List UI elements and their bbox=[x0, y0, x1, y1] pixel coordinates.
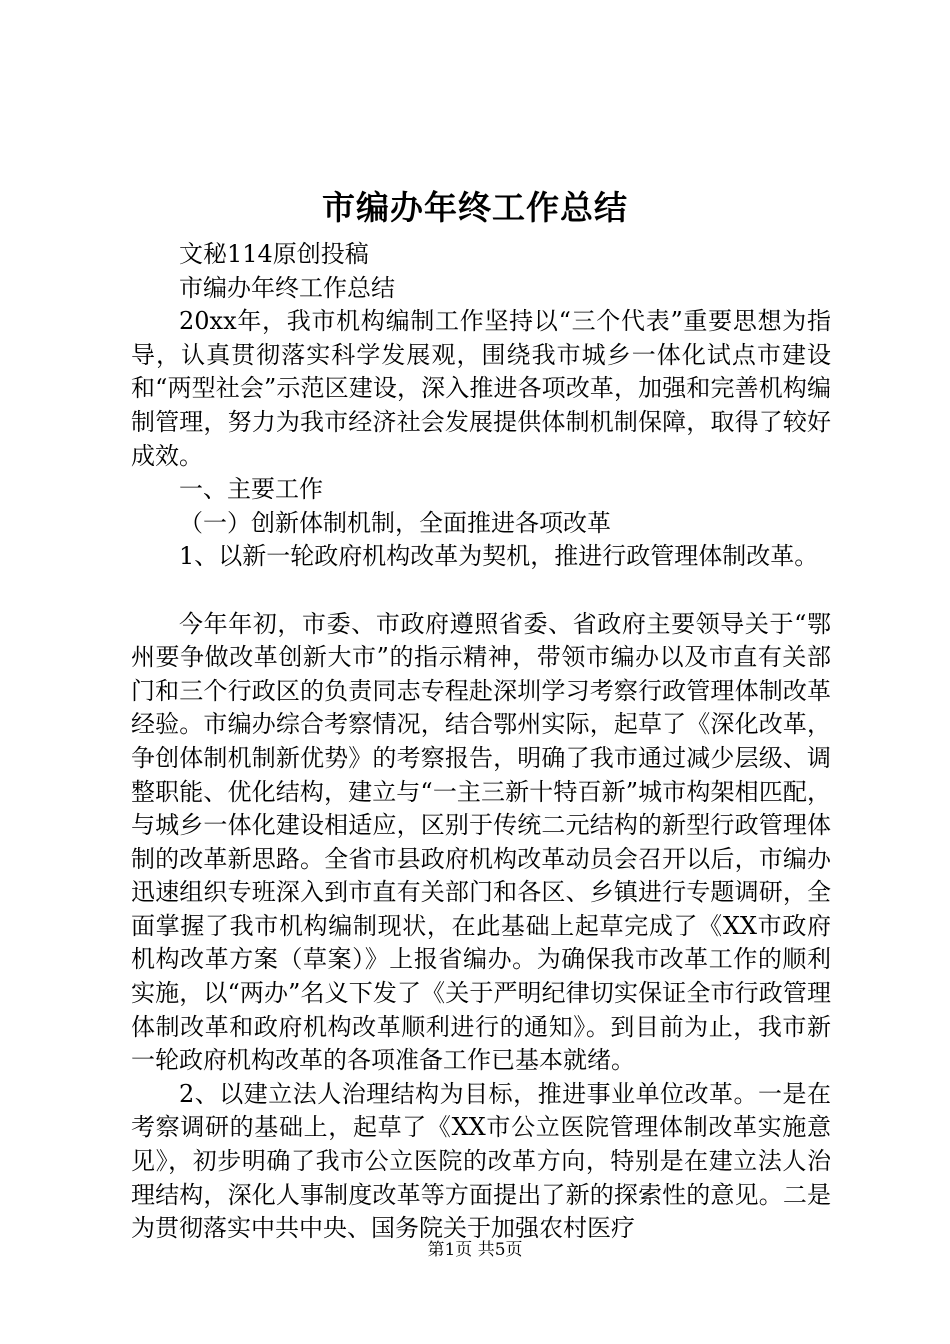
subsection-heading: （一）创新体制机制，全面推进各项改革 bbox=[179, 508, 611, 537]
document-title: 市编办年终工作总结 bbox=[322, 188, 628, 227]
source-line: 文秘114原创投稿 bbox=[179, 240, 369, 268]
document-body bbox=[131, 238, 831, 1246]
body-paragraph-1: 今年年初，市委、市政府遵照省委、省政府主要领导关于“鄂州要争做改革创新大市”的指示精神，带领市编办以及市直有关部门和三个行政区的负责同志专程赴深圳学习考察行政管理体制改革经验。市编办综合考察情况，结合鄂州实际，起草了《深化改革，争创体制机制新优势》的考察报告，明确了我市通过减少层级、调整职能、优化结构，建立与“一主三新十特百新”城市构架相匹配，与城乡一体化建设相适应，区别于传统二元结构的新型行政管理体制的改革新思路。全省市县政府机构改革动员会召开以后，市编办迅速组织专班深入到市直有关部门和各区、乡镇进行专题调研，全面掌握了我市机构编制现状，在此基础上起草完成了《XX市政府机构改革方案（草案）》上报省编办。为确保我市改革工作的顺利实施，以“两办”名义下发了《关于严明纪律切实保证全市行政管理体制改革和政府机构改革顺利进行的通知》。到目前为止，我市新一轮政府机构改革的各项准备工作已基本就绪。 bbox=[131, 609, 831, 1075]
body-paragraph-2: 2、以建立法人治理结构为目标，推进事业单位改革。一是在考察调研的基础上，起草了《XX市公立医院管理体制改革实施意见》，初步明确了我市公立医院的改革方向，特别是在建立法人治理结构，深化人事制度改革等方面提出了新的探索性的意见。二是为贯彻落实中共中央、国务院关于加强农村医疗 bbox=[131, 1079, 831, 1243]
page-footer: 第1页 共5页 bbox=[427, 1240, 523, 1260]
subtitle-line: 市编办年终工作总结 bbox=[179, 273, 395, 302]
intro-paragraph: 20xx年，我市机构编制工作坚持以“三个代表”重要思想为指导，认真贯彻落实科学发展观，围绕我市城乡一体化试点市建设和“两型社会”示范区建设，深入推进各项改革，加强和完善机构编制管理，努力为我市经济社会发展提供体制机制保障，取得了较好成效。 bbox=[131, 307, 831, 470]
section-heading: 一、主要工作 bbox=[179, 475, 323, 504]
item-heading-1: 1、以新一轮政府机构改革为契机，推进行政管理体制改革。 bbox=[179, 542, 819, 571]
